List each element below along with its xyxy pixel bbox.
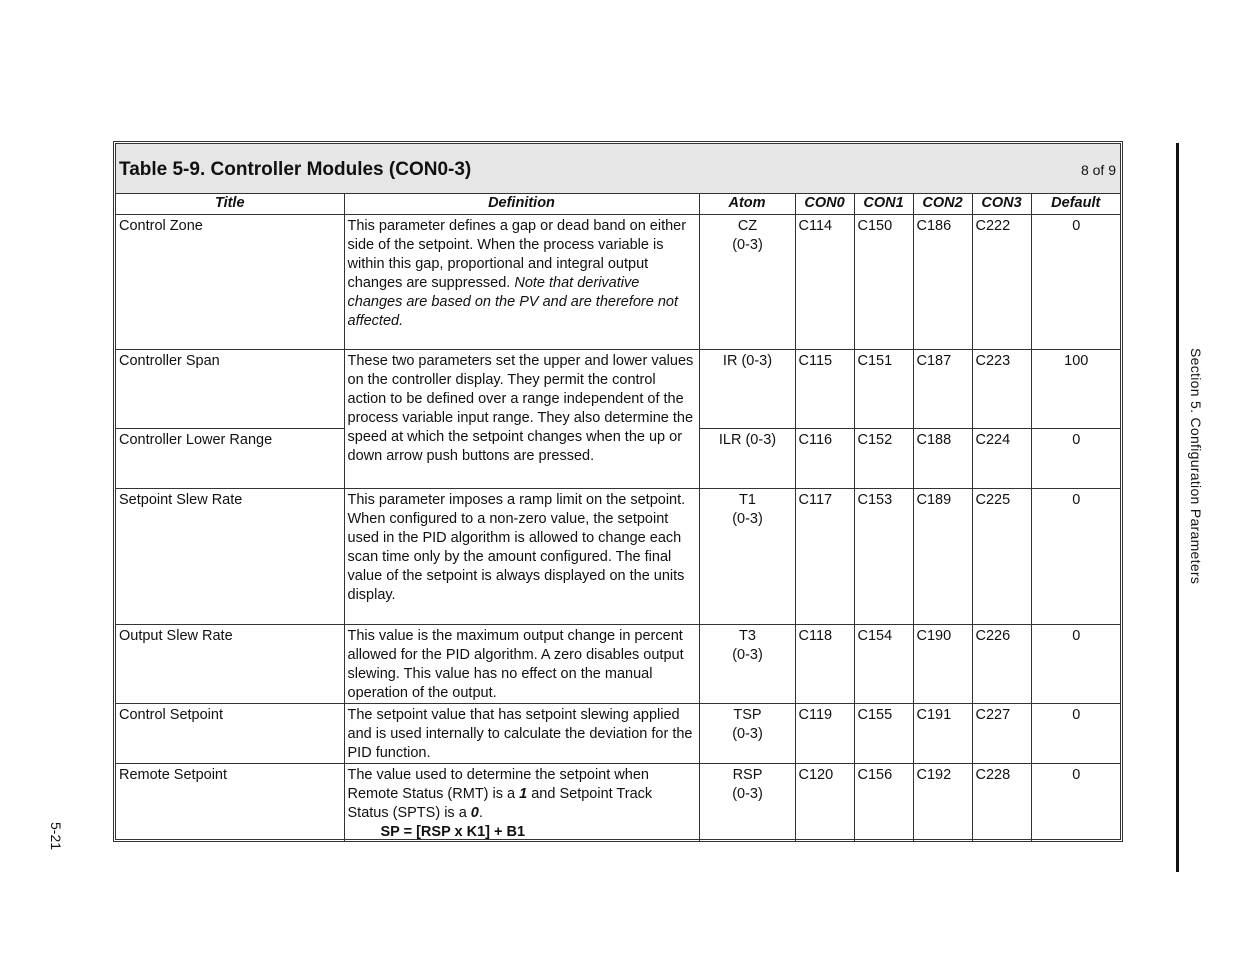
row-con0: C116 xyxy=(795,429,854,489)
row-definition: This value is the maximum output change in percent allowed for the PID algorithm. A zero disables output slewing. This value has no effect on the manual operation of the output. xyxy=(344,625,699,704)
row-default: 0 xyxy=(1031,215,1120,350)
column-header-con2: CON2 xyxy=(913,193,972,215)
row-title: Controller Span xyxy=(116,350,344,429)
table-row xyxy=(116,215,1120,350)
row-default: 0 xyxy=(1031,704,1120,764)
definition-value: 0 xyxy=(470,805,479,821)
atom-name: RSP xyxy=(732,767,763,783)
row-con2: C188 xyxy=(913,429,972,489)
row-con0: C117 xyxy=(795,489,854,625)
row-default: 100 xyxy=(1031,350,1120,429)
row-con0: C115 xyxy=(795,350,854,429)
row-con0: C118 xyxy=(795,625,854,704)
row-con3: C228 xyxy=(972,764,1031,843)
row-definition: This parameter imposes a ramp limit on the setpoint. When configured to a non-zero value, the setpoint used in the PID algorithm is allowed to change each scan time only by the amount configured. The final value of the setpoint is always displayed on the units display. xyxy=(344,489,699,625)
row-con3: C222 xyxy=(972,215,1031,350)
row-default: 0 xyxy=(1031,625,1120,704)
column-header-con1: CON1 xyxy=(854,193,913,215)
definition-text: and Setpoint Track Status (SPTS) is a xyxy=(347,786,653,821)
row-con2: C186 xyxy=(913,215,972,350)
section-label: Section 5. Configuration Parameters xyxy=(1188,348,1204,585)
column-header-con3: CON3 xyxy=(972,193,1031,215)
row-title: Setpoint Slew Rate xyxy=(116,489,344,625)
atom-range: (0-3) xyxy=(732,511,763,527)
parameter-table xyxy=(116,193,1120,842)
row-definition: These two parameters set the upper and lower values on the controller display. They permit the control action to be defined over a range independent of the process variable input range. They also determine the speed at which the setpoint changes when the up or down arrow push buttons are pressed. xyxy=(344,350,699,489)
row-definition xyxy=(344,764,699,843)
controller-modules-table xyxy=(113,141,1123,842)
row-con1: C151 xyxy=(854,350,913,429)
row-con2: C190 xyxy=(913,625,972,704)
section-divider-rule xyxy=(1176,143,1179,872)
row-con3: C224 xyxy=(972,429,1031,489)
row-atom: IR (0-3) xyxy=(699,350,795,429)
row-con1: C154 xyxy=(854,625,913,704)
column-header-con0: CON0 xyxy=(795,193,854,215)
row-title: Remote Setpoint xyxy=(116,764,344,843)
row-con2: C187 xyxy=(913,350,972,429)
page-number: 5-21 xyxy=(48,822,64,851)
setpoint-equation: SP = [RSP x K1] + B1 xyxy=(380,824,526,840)
atom-name: T1 xyxy=(739,492,756,508)
row-con3: C227 xyxy=(972,704,1031,764)
row-con1: C152 xyxy=(854,429,913,489)
row-con0: C114 xyxy=(795,215,854,350)
row-definition xyxy=(344,215,699,350)
definition-end: . xyxy=(478,805,483,821)
row-con3: C225 xyxy=(972,489,1031,625)
row-con1: C150 xyxy=(854,215,913,350)
row-con2: C189 xyxy=(913,489,972,625)
atom-name: TSP xyxy=(733,707,762,723)
table-row xyxy=(116,764,1120,843)
table-row xyxy=(116,489,1120,625)
row-con1: C155 xyxy=(854,704,913,764)
row-atom: ILR (0-3) xyxy=(699,429,795,489)
column-header-title: Title xyxy=(116,193,344,215)
column-header-definition: Definition xyxy=(344,193,699,215)
table-page-indicator: 8 of 9 xyxy=(1080,162,1116,178)
row-default: 0 xyxy=(1031,429,1120,489)
column-header-default: Default xyxy=(1031,193,1120,215)
column-header-atom: Atom xyxy=(699,193,795,215)
atom-range: (0-3) xyxy=(732,786,763,802)
row-default: 0 xyxy=(1031,764,1120,843)
definition-text: This parameter defines a gap or dead band on either side of the setpoint. When the process variable is within this gap, proportional and integral output changes are suppressed. xyxy=(347,218,687,291)
row-title: Output Slew Rate xyxy=(116,625,344,704)
row-atom xyxy=(699,704,795,764)
row-con0: C119 xyxy=(795,704,854,764)
table-row xyxy=(116,704,1120,764)
row-con1: C156 xyxy=(854,764,913,843)
row-definition: The setpoint value that has setpoint slewing applied and is used internally to calculate the deviation for the PID function. xyxy=(344,704,699,764)
row-con2: C191 xyxy=(913,704,972,764)
table-title: Table 5-9. Controller Modules (CON0-3) xyxy=(119,159,472,180)
definition-text: The value used to determine the setpoint when Remote Status (RMT) is a xyxy=(347,767,649,802)
atom-range: (0-3) xyxy=(732,237,763,253)
row-con0: C120 xyxy=(795,764,854,843)
row-atom xyxy=(699,215,795,350)
row-atom xyxy=(699,489,795,625)
definition-value: 1 xyxy=(519,786,528,802)
atom-name: T3 xyxy=(739,628,756,644)
row-title: Controller Lower Range xyxy=(116,429,344,489)
row-con2: C192 xyxy=(913,764,972,843)
atom-range: (0-3) xyxy=(732,726,763,742)
row-con3: C226 xyxy=(972,625,1031,704)
table-caption xyxy=(116,144,1120,194)
table-header-row xyxy=(116,193,1120,215)
row-atom xyxy=(699,625,795,704)
row-default: 0 xyxy=(1031,489,1120,625)
definition-note: Note that derivative changes are based on the PV and are therefore not affected. xyxy=(347,275,679,329)
row-title: Control Setpoint xyxy=(116,704,344,764)
row-atom xyxy=(699,764,795,843)
table-row xyxy=(116,350,1120,429)
atom-range: (0-3) xyxy=(732,647,763,663)
row-title: Control Zone xyxy=(116,215,344,350)
row-con1: C153 xyxy=(854,489,913,625)
table-row xyxy=(116,625,1120,704)
atom-name: CZ xyxy=(737,218,758,234)
row-con3: C223 xyxy=(972,350,1031,429)
